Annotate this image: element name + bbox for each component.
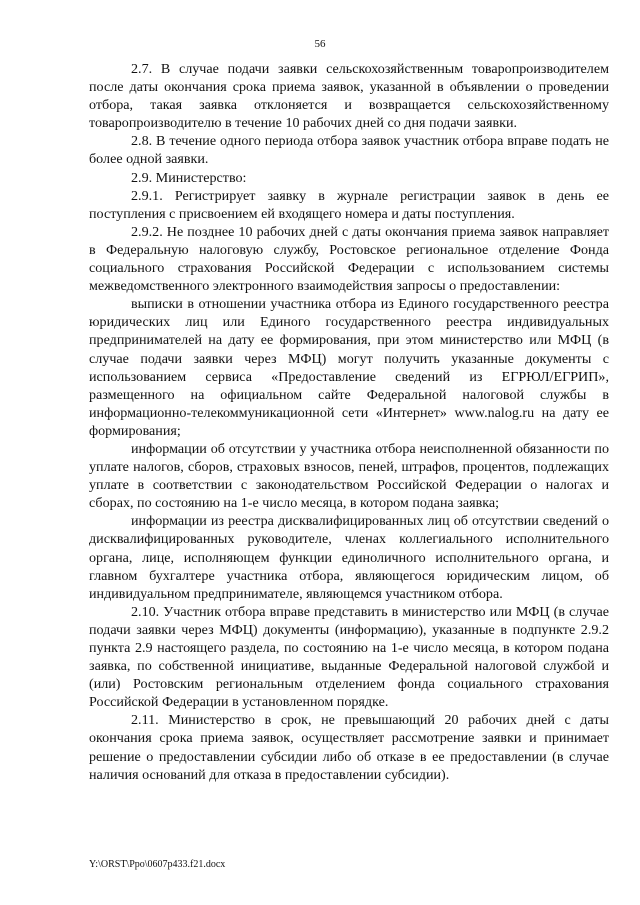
paragraph-disqualified-registry: информации из реестра дисквалифицированных лиц об отсутствии сведений о дисквалифицированных руководителе, членах коллегиального исполнительного органа, лице, исполняющем функции единоличного исполнительного органа, и главном бухгалтере участника отбора, являющегося юридическим лицом, об индивидуальном предпринимателе, являющемся участником отбора. [89,513,609,602]
paragraph-2-11: 2.11. Министерство в срок, не превышающий 20 рабочих дней с даты окончания срока приема заявок, осуществляет рассмотрение заявки и принимает решение о предоставлении субсидии либо об отказе в ее предоставлении (в случае наличия оснований для отказа в предоставлении субсидии). [89,712,609,783]
file-path-footer: Y:\ORST\Ppo\0607p433.f21.docx [89,859,226,870]
paragraph-2-9-2: 2.9.2. Не позднее 10 рабочих дней с даты окончания приема заявок направляет в Федеральную налоговую службу, Ростовское региональное отделение Фонда социального страхования Российской Федерации с использованием системы межведомственного электронного взаимодействия запросы о предоставлении: [89,223,609,295]
paragraph-2-7: 2.7. В случае подачи заявки сельскохозяйственным товаропроизводителем после даты окончания срока приема заявок, указанной в объявлении о проведении отбора, такая заявка отклоняется и возвращается сельскохозяйственному товаропроизводителю в течение 10 рабочих дней со дня подачи заявки. [89,61,609,132]
paragraph-2-9-1: 2.9.1. Регистрирует заявку в журнале регистрации заявок в день ее поступления с присвоением ей входящего номера и даты поступления. [89,187,609,222]
paragraph-tax-debt-info: информации об отсутствии у участника отбора неисполненной обязанности по уплате налогов, сборов, страховых взносов, пеней, штрафов, процентов, подлежащих уплате в соответствии с законодательством Российской Федерации о налогах и сборах, по состоянию на 1-е число месяца, в котором подана заявка; [89,440,609,512]
paragraph-2-10: 2.10. Участник отбора вправе представить в министерство или МФЦ (в случае подачи заявки через МФЦ) документы (информацию), указанные в подпункте 2.9.2 пункта 2.9 настоящего раздела, по состоянию на 1-е число месяца, в котором подана заявка, по собственной инициативе, выданные Федеральной налоговой службой и (или) Ростовским региональным отделением фонда социального страхования Российской Федерации в установленном порядке. [89,603,609,711]
paragraph-2-8: 2.8. В течение одного периода отбора заявок участник отбора вправе подать не более одной заявки. [89,133,609,168]
paragraph-egrul-extract: выписки в отношении участника отбора из Единого государственного реестра юридических лиц или Единого государственного реестра индивидуальных предпринимателей на дату ее формирования, при этом министерство или МФЦ (в случае подачи заявки через МФЦ) могут получить указанные документы с использованием сервиса «Предоставление сведений из ЕГРЮЛ/ЕГРИП», размещенного на официальном сайте Федеральной налоговой службы в информационно-телекоммуникационной сети «Интернет» www.nalog.ru на дату ее формирования; [89,296,609,439]
document-body [89,60,609,784]
paragraph-2-9: 2.9. Министерство: [131,169,247,186]
page-number: 56 [314,38,326,50]
